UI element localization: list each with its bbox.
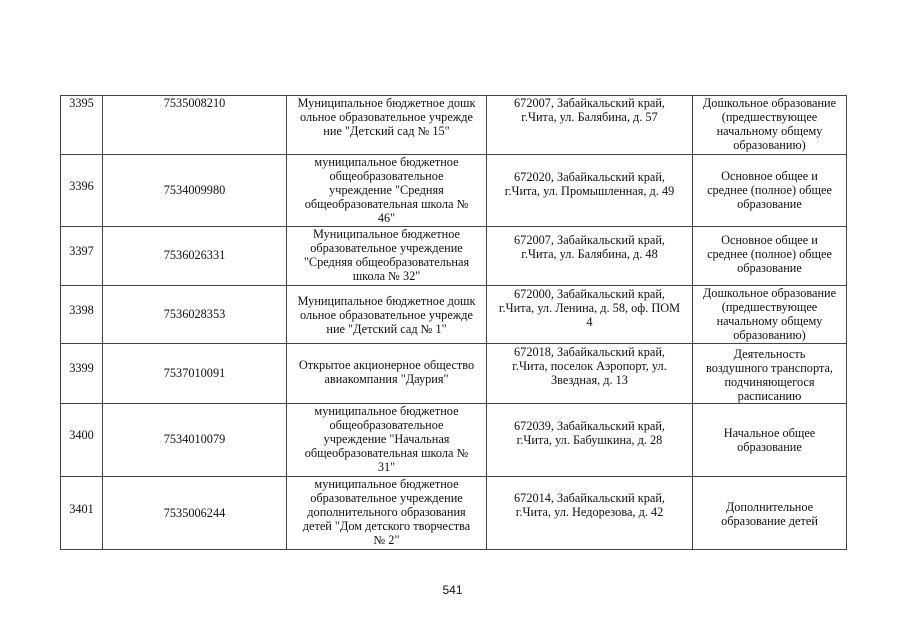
row-number: 3401 <box>61 477 103 550</box>
address-cell <box>487 286 693 344</box>
inn-cell: 7534009980 <box>103 155 287 227</box>
address: 672014, Забайкальский край, г.Чита, ул. Недорезова, д. 42 <box>514 491 665 519</box>
activity: Дошкольное образование (предшествующее начальному общему образованию) <box>702 286 837 342</box>
address: 672039, Забайкальский край, г.Чита, ул. Бабушкина, д. 28 <box>514 419 665 447</box>
table-row <box>61 404 847 477</box>
organization-name-cell <box>287 227 487 286</box>
activity-cell <box>693 155 847 227</box>
row-number: 3397 <box>61 227 103 286</box>
organization-name-cell <box>287 404 487 477</box>
address: 672000, Забайкальский край, г.Чита, ул. Ленина, д. 58, оф. ПОМ 4 <box>498 287 681 329</box>
inn-cell: 7535008210 <box>103 96 287 155</box>
address-cell <box>487 155 693 227</box>
activity: Основное общее и среднее (полное) общее образование <box>707 233 832 275</box>
address-cell <box>487 227 693 286</box>
activity-cell <box>693 96 847 155</box>
activity: Дошкольное образование (предшествующее начальному общему образованию) <box>702 96 837 152</box>
address: 672020, Забайкальский край, г.Чита, ул. Промышленная, д. 49 <box>504 170 675 198</box>
address: 672007, Забайкальский край, г.Чита, ул. Балябина, д. 48 <box>514 233 665 261</box>
activity-cell <box>693 344 847 404</box>
inn-cell: 7537010091 <box>103 344 287 404</box>
address: 672018, Забайкальский край, г.Чита, поселок Аэропорт, ул. Звездная, д. 13 <box>512 345 667 387</box>
registry-table <box>60 95 847 550</box>
address-cell <box>487 96 693 155</box>
inn-cell: 7535006244 <box>103 477 287 550</box>
table-row <box>61 96 847 155</box>
organization-name-cell <box>287 96 487 155</box>
activity: Дополнительное образование детей <box>721 500 818 528</box>
activity-cell <box>693 477 847 550</box>
organization-name: Муниципальное бюджетное дошк ольное образовательное учрежде ние "Детский сад № 1" <box>297 294 476 336</box>
activity: Основное общее и среднее (полное) общее образование <box>707 169 832 211</box>
address-cell <box>487 344 693 404</box>
table-row <box>61 227 847 286</box>
table-row <box>61 344 847 404</box>
table-row <box>61 286 847 344</box>
row-number: 3396 <box>61 155 103 227</box>
table-row <box>61 155 847 227</box>
inn-cell: 7536028353 <box>103 286 287 344</box>
organization-name-cell <box>287 477 487 550</box>
page-number: 541 <box>442 583 463 597</box>
organization-name-cell <box>287 344 487 404</box>
row-number: 3400 <box>61 404 103 477</box>
organization-name-cell <box>287 286 487 344</box>
activity: Начальное общее образование <box>723 426 816 454</box>
organization-name-cell <box>287 155 487 227</box>
row-number: 3398 <box>61 286 103 344</box>
organization-name: Муниципальное бюджетное дошк ольное образовательное учрежде ние "Детский сад № 15" <box>297 96 476 138</box>
organization-name: Открытое акционерное общество авиакомпания "Даурия" <box>298 358 475 386</box>
address-cell <box>487 404 693 477</box>
inn-cell: 7536026331 <box>103 227 287 286</box>
row-number: 3395 <box>61 96 103 155</box>
activity-cell <box>693 286 847 344</box>
inn-cell: 7534010079 <box>103 404 287 477</box>
organization-name: муниципальное бюджетное общеобразовательное учреждение "Начальная общеобразовательная школа № 31" <box>304 404 469 474</box>
row-number: 3399 <box>61 344 103 404</box>
organization-name: муниципальное бюджетное общеобразовательное учреждение "Средняя общеобразовательная школа № 46" <box>304 155 469 225</box>
address: 672007, Забайкальский край, г.Чита, ул. Балябина, д. 57 <box>514 96 665 124</box>
organization-name: Муниципальное бюджетное образовательное учреждение "Средняя общеобразовательная школа № 32" <box>303 227 470 283</box>
organization-name: муниципальное бюджетное образовательное учреждение дополнительного образования детей "Дом детского творчества № 2" <box>302 477 471 547</box>
activity: Деятельность воздушного транспорта, подчиняющегося расписанию <box>705 347 833 403</box>
activity-cell <box>693 227 847 286</box>
address-cell <box>487 477 693 550</box>
table-row <box>61 477 847 550</box>
activity-cell <box>693 404 847 477</box>
